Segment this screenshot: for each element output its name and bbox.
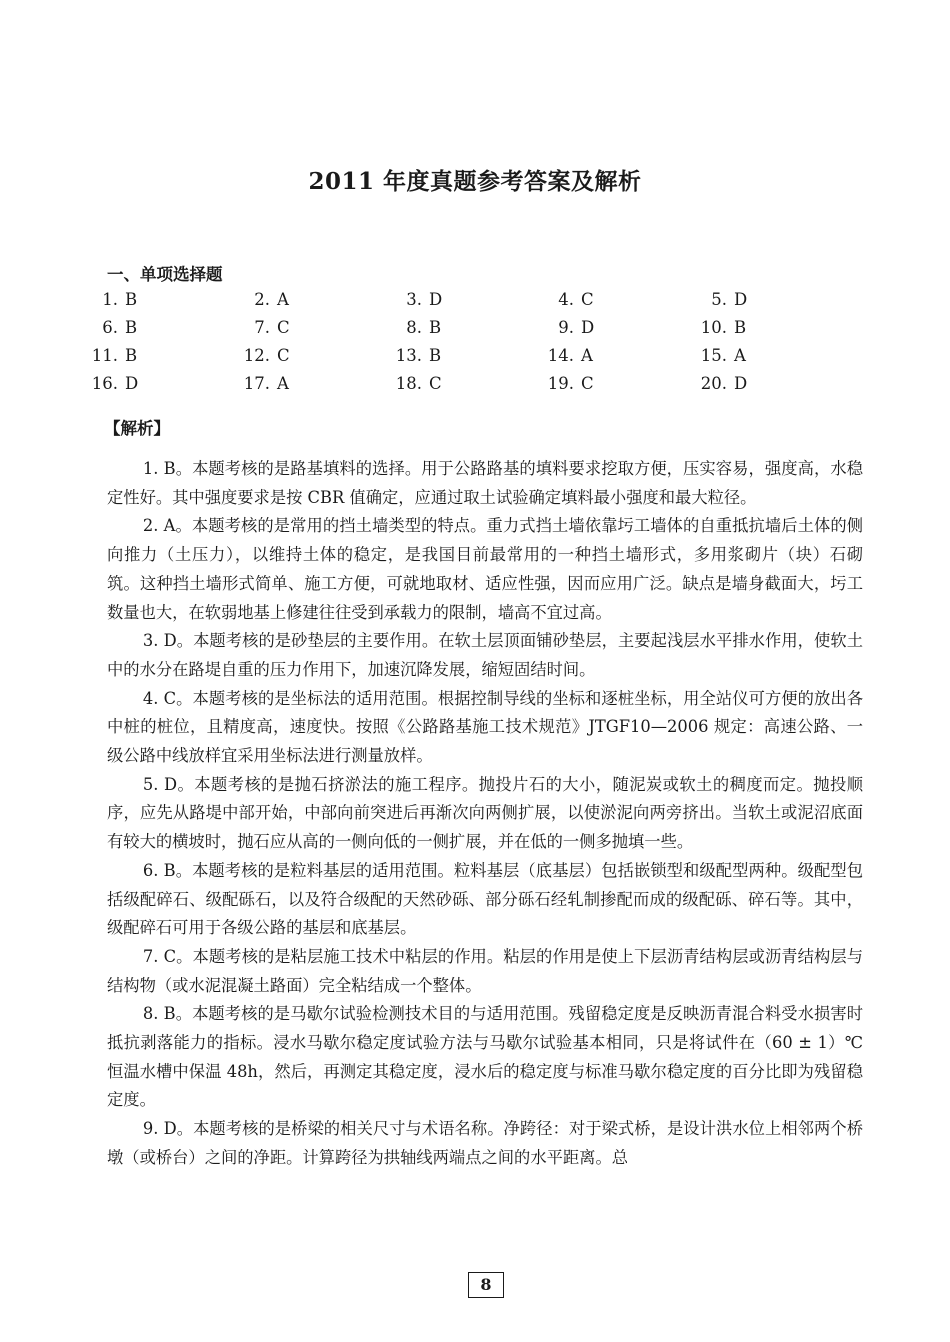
analysis-paragraph: 4. C。本题考核的是坐标法的适用范围。根据控制导线的坐标和逐桩坐标，用全站仪可方便的放出各中桩的桩位，且精度高，速度快。按照《公路路基施工技术规范》JTGF10—2006 规定：高速公路、一级公路中线放样宜采用坐标法进行测量放样。 [107, 688, 863, 766]
answer-choice: B [734, 318, 747, 337]
answer-item [679, 342, 746, 370]
answer-item [374, 286, 442, 314]
answer-item [222, 370, 289, 398]
analysis-paragraph: 7. C。本题考核的是粘层施工技术中粘层的作用。粘层的作用是使上下层沥青结构层或沥青结构层与结构物（或水泥混凝土路面）完全粘结成一个整体。 [107, 946, 863, 995]
answer-choice: B [429, 318, 442, 337]
analysis-paragraph: 2. A。本题考核的是常用的挡土墙类型的特点。重力式挡土墙依靠圬工墙体的自重抵抗墙后土体的侧向推力（土压力），以维持土体的稳定，是我国目前最常用的一种挡土墙形式，多用浆砌片（块）石砌筑。这种挡土墙形式简单、施工方便，可就地取材、适应性强，因而应用广泛。缺点是墙身截面大，圬工数量也大，在软弱地基上修建往往受到承载力的限制，墙高不宜过高。 [107, 516, 863, 622]
question-number: 3. [406, 290, 422, 309]
analysis-paragraph: 8. B。本题考核的是马歇尔试验检测技术目的与适用范围。残留稳定度是反映沥青混合料受水损害时抵抗剥落能力的指标。浸水马歇尔稳定度试验方法与马歇尔试验基本相同，只是将试件在（60 ± 1）℃恒温水槽中保温 48h，然后，再测定其稳定度，浸水后的稳定度与标准马歇尔稳定度的百分比即为残留稳定度。 [107, 1004, 863, 1110]
analysis-paragraph: 9. D。本题考核的是桥梁的相关尺寸与术语名称。净跨径：对于梁式桥，是设计洪水位上相邻两个桥墩（或桥台）之间的净距。计算跨径为拱轴线两端点之间的水平距离。总 [107, 1119, 863, 1167]
answer-choice: A [734, 346, 746, 365]
answer-item [70, 286, 137, 314]
question-number: 9. [558, 318, 574, 337]
answer-item [526, 370, 594, 398]
answer-item [222, 342, 290, 370]
analysis-paragraph: 1. B。本题考核的是路基填料的选择。用于公路路基的填料要求挖取方便，压实容易，强度高，水稳定性好。其中强度要求是按 CBR 值确定，应通过取土试验确定填料最小强度和最大粒径。 [107, 459, 863, 507]
answer-choice: A [581, 346, 593, 365]
analysis-paragraph: 3. D。本题考核的是砂垫层的主要作用。在软土层顶面铺砂垫层，主要起浅层水平排水作用，使软土中的水分在路堤自重的压力作用下，加速沉降发展，缩短固结时间。 [107, 631, 863, 679]
question-number: 15. [700, 346, 727, 365]
answer-choice: B [429, 346, 442, 365]
answer-item [70, 342, 137, 370]
answer-choice: C [581, 290, 594, 309]
question-number: 16. [91, 374, 118, 393]
answer-row [0, 370, 950, 398]
answer-item [222, 286, 289, 314]
answer-item [679, 370, 747, 398]
answer-item [526, 342, 593, 370]
analysis-paragraph: 6. B。本题考核的是粒料基层的适用范围。粒料基层（底基层）包括嵌锁型和级配型两种。级配型包括级配碎石、级配砾石，以及符合级配的天然砂砾、部分砾石经轧制掺配而成的级配砾、碎石等。其中，级配碎石可用于各级公路的基层和底基层。 [107, 860, 863, 938]
page-number: 8 [468, 1272, 504, 1298]
question-number: 8. [406, 318, 422, 337]
answer-choice: B [125, 346, 138, 365]
question-number: 13. [395, 346, 422, 365]
question-number: 14. [547, 346, 574, 365]
analysis-heading: 【解析】 [104, 419, 170, 438]
answer-item [374, 370, 442, 398]
question-number: 11. [91, 346, 118, 365]
answer-item [526, 286, 594, 314]
answer-row [0, 314, 950, 342]
answer-choice: B [125, 290, 138, 309]
answer-choice: B [125, 318, 138, 337]
answer-choice: A [277, 290, 289, 309]
answer-grid [0, 286, 950, 398]
question-number: 1. [102, 290, 118, 309]
answer-choice: C [277, 346, 290, 365]
answer-row [0, 342, 950, 370]
question-number: 2. [254, 290, 270, 309]
answer-choice: D [125, 374, 139, 393]
analysis-paragraph: 5. D。本题考核的是抛石挤淤法的施工程序。抛投片石的大小，随泥炭或软土的稠度而定。抛投顺序，应先从路堤中部开始，中部向前突进后再渐次向两侧扩展，以使淤泥向两旁挤出。当软土或泥沼底面有较大的横坡时，抛石应从高的一侧向低的一侧扩展，并在低的一侧多抛填一些。 [107, 774, 863, 852]
answer-choice: D [734, 374, 748, 393]
answer-item [222, 314, 290, 342]
answer-item [374, 342, 441, 370]
question-number: 17. [243, 374, 270, 393]
page-title: 2011 年度真题参考答案及解析 [308, 168, 642, 195]
answer-choice: C [581, 374, 594, 393]
section-heading: 一、单项选择题 [107, 265, 223, 284]
answer-choice: A [277, 374, 289, 393]
question-number: 19. [547, 374, 574, 393]
question-number: 4. [558, 290, 574, 309]
answer-item [70, 314, 137, 342]
answer-choice: D [581, 318, 595, 337]
analysis-body [107, 455, 863, 1173]
answer-item [679, 286, 747, 314]
question-number: 7. [254, 318, 270, 337]
answer-item [374, 314, 441, 342]
question-number: 12. [243, 346, 270, 365]
answer-row [0, 286, 950, 314]
answer-item [679, 314, 746, 342]
answer-choice: D [429, 290, 443, 309]
answer-choice: D [734, 290, 748, 309]
question-number: 5. [711, 290, 727, 309]
question-number: 6. [102, 318, 118, 337]
answer-item [70, 370, 138, 398]
answer-choice: C [429, 374, 442, 393]
answer-choice: C [277, 318, 290, 337]
question-number: 18. [395, 374, 422, 393]
answer-item [526, 314, 594, 342]
question-number: 20. [700, 374, 727, 393]
question-number: 10. [700, 318, 727, 337]
